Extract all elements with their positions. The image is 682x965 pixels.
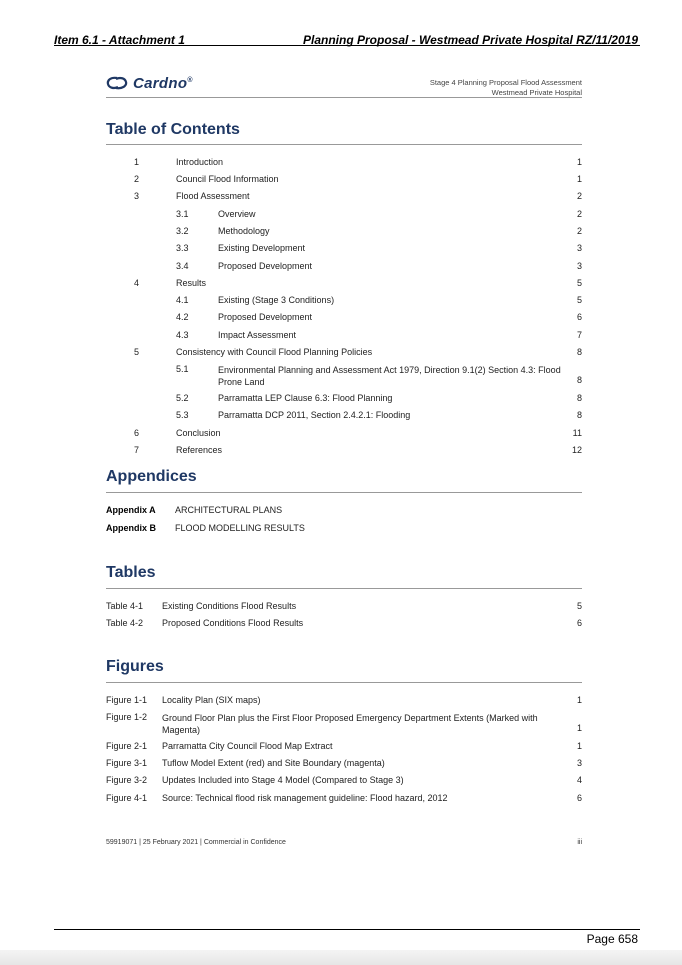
figure-list-item[interactable]: [106, 758, 582, 773]
toc-number: 4.1: [176, 295, 189, 305]
figure-page: 6: [576, 793, 582, 803]
toc-page: 7: [576, 330, 582, 340]
toc-page: 3: [576, 243, 582, 253]
figure-title: Ground Floor Plan plus the First Floor Proposed Emergency Department Extents (Marked with Magenta): [162, 713, 538, 735]
toc-entry-title: Existing Development: [218, 243, 306, 253]
toc-page: 1: [576, 174, 582, 184]
toc-entry-title: Flood Assessment: [176, 191, 250, 201]
toc-page: 5: [576, 278, 582, 288]
toc-entry-title: Council Flood Information: [176, 174, 279, 184]
toc-subentry[interactable]: [106, 243, 582, 258]
toc-entry-title: Parramatta DCP 2011, Section 2.4.2.1: Flooding: [218, 410, 411, 420]
figure-label: Figure 1-2: [106, 712, 148, 722]
appendix-title: FLOOD MODELLING RESULTS: [175, 523, 305, 533]
toc-subentry[interactable]: [106, 364, 582, 392]
table-list-item[interactable]: [106, 618, 582, 633]
toc-number: 5.3: [176, 410, 189, 420]
toc-page: 8: [576, 393, 582, 403]
toc-subentry[interactable]: [106, 209, 582, 224]
footer-divider: [54, 929, 640, 930]
document-header: [430, 78, 582, 98]
toc-page: 2: [576, 226, 582, 236]
figures-rule: [106, 682, 582, 683]
toc-number: 5.2: [176, 393, 189, 403]
figure-page: 1: [576, 741, 582, 751]
toc-entry-title: Proposed Development: [218, 312, 313, 322]
figure-page: 4: [576, 775, 582, 785]
figure-list-item[interactable]: [106, 741, 582, 756]
toc-number: 4.2: [176, 312, 189, 322]
toc-subentry[interactable]: [106, 295, 582, 310]
toc-page: 11: [572, 428, 582, 438]
figure-label: Figure 1-1: [106, 695, 148, 705]
toc-entry-title: Environmental Planning and Assessment Act 1979, Direction 9.1(2) Section 4.3: Flood Prone Land: [218, 365, 561, 387]
figure-title: Parramatta City Council Flood Map Extract: [162, 741, 333, 751]
table-page: 5: [576, 601, 582, 611]
appendix-label: Appendix A: [106, 505, 156, 515]
appendix-label: Appendix B: [106, 523, 157, 533]
toc-number: 5.1: [176, 364, 189, 374]
toc-entry-title: Proposed Development: [218, 261, 313, 271]
figure-title: Source: Technical flood risk management guideline: Flood hazard, 2012: [162, 793, 448, 803]
figure-list-item[interactable]: [106, 695, 582, 710]
toc-number: 3.4: [176, 261, 189, 271]
toc-page: 8: [576, 375, 582, 385]
proposal-title: Planning Proposal - Westmead Private Hospital RZ/11/2019: [303, 33, 638, 47]
toc-number: 4.3: [176, 330, 189, 340]
toc-number: 4: [134, 278, 140, 288]
tables-rule: [106, 588, 582, 589]
figure-title: Tuflow Model Extent (red) and Site Boundary (magenta): [162, 758, 385, 768]
toc-entry[interactable]: [106, 191, 582, 206]
figure-label: Figure 4-1: [106, 793, 148, 803]
toc-subentry[interactable]: [106, 226, 582, 241]
toc-number: 3.2: [176, 226, 189, 236]
toc-page: 1: [576, 157, 582, 167]
cardno-logo: [106, 72, 193, 94]
toc-page: 8: [576, 410, 582, 420]
table-list-item[interactable]: [106, 601, 582, 616]
document-header-line2: Westmead Private Hospital: [491, 88, 582, 97]
toc-rule: [106, 144, 582, 145]
toc-subentry[interactable]: [106, 312, 582, 327]
figure-label: Figure 3-1: [106, 758, 148, 768]
document-reference: 59919071 | 25 February 2021 | Commercial in Confidence: [106, 839, 286, 846]
toc-entry-title: Overview: [218, 209, 256, 219]
toc-page: 5: [576, 295, 582, 305]
figure-label: Figure 2-1: [106, 741, 148, 751]
toc-number: 3: [134, 191, 140, 201]
appendix-title: ARCHITECTURAL PLANS: [175, 505, 283, 515]
toc-number: 7: [134, 445, 140, 455]
toc-number: 5: [134, 347, 140, 357]
tables-title: Tables: [106, 564, 156, 581]
toc-subentry[interactable]: [106, 393, 582, 408]
table-title: Proposed Conditions Flood Results: [162, 618, 304, 628]
figure-label: Figure 3-2: [106, 775, 148, 785]
toc-entry-title: Introduction: [176, 157, 224, 167]
toc-subentry[interactable]: [106, 330, 582, 345]
toc-number: 1: [134, 157, 140, 167]
toc-page: 6: [576, 312, 582, 322]
appendices-title: Appendices: [106, 468, 197, 485]
toc-page: 2: [576, 191, 582, 201]
page-number: Page 658: [586, 932, 638, 946]
toc-entry-title: Parramatta LEP Clause 6.3: Flood Planning: [218, 393, 393, 403]
figures-title: Figures: [106, 658, 164, 675]
toc-number: 2: [134, 174, 140, 184]
figure-list-item[interactable]: [106, 793, 582, 808]
header-divider: [54, 45, 640, 46]
toc-entry-title: Results: [176, 278, 207, 288]
figure-page: 1: [576, 723, 582, 733]
appendices-rule: [106, 492, 582, 493]
cardno-swoosh-icon: [106, 76, 128, 90]
page-edge: [0, 950, 682, 965]
figure-list-item[interactable]: [106, 775, 582, 790]
toc-entry[interactable]: [106, 174, 582, 189]
attachment-label: Item 6.1 - Attachment 1: [54, 33, 185, 47]
toc-number: 3.3: [176, 243, 189, 253]
table-label: Table 4-1: [106, 601, 144, 611]
figure-list-item[interactable]: [106, 712, 582, 735]
toc-entry-title: Conclusion: [176, 428, 221, 438]
figure-title: Locality Plan (SIX maps): [162, 695, 261, 705]
toc-entry[interactable]: [106, 428, 582, 443]
toc-subentry[interactable]: [106, 410, 582, 425]
figure-page: 3: [576, 758, 582, 768]
toc-entry-title: Existing (Stage 3 Conditions): [218, 295, 335, 305]
logo-wordmark: Cardno®: [133, 74, 193, 92]
figure-title: Updates Included into Stage 4 Model (Compared to Stage 3): [162, 775, 404, 785]
toc-entry[interactable]: [106, 278, 582, 293]
table-label: Table 4-2: [106, 618, 144, 628]
toc-subentry[interactable]: [106, 261, 582, 276]
document-header-line1: Stage 4 Planning Proposal Flood Assessment: [429, 78, 582, 87]
toc-entry[interactable]: [106, 157, 582, 172]
toc-number: 6: [134, 428, 140, 438]
toc-page: 2: [576, 209, 582, 219]
toc-entry-title: Methodology: [218, 226, 270, 236]
toc-entry-title: Impact Assessment: [218, 330, 297, 340]
toc-number: 3.1: [176, 209, 189, 219]
toc-page: 8: [576, 347, 582, 357]
toc-entry-title: References: [176, 445, 223, 455]
toc-entry[interactable]: [106, 347, 582, 362]
table-page: 6: [576, 618, 582, 628]
table-title: Existing Conditions Flood Results: [162, 601, 297, 611]
document-header-divider: [106, 97, 582, 98]
toc-page: 12: [571, 445, 582, 455]
toc-entry[interactable]: [106, 445, 582, 460]
toc-title: Table of Contents: [106, 121, 240, 138]
document-page-number: iii: [577, 839, 582, 846]
toc-page: 3: [576, 261, 582, 271]
toc-entry-title: Consistency with Council Flood Planning Policies: [176, 347, 373, 357]
figure-page: 1: [576, 695, 582, 705]
